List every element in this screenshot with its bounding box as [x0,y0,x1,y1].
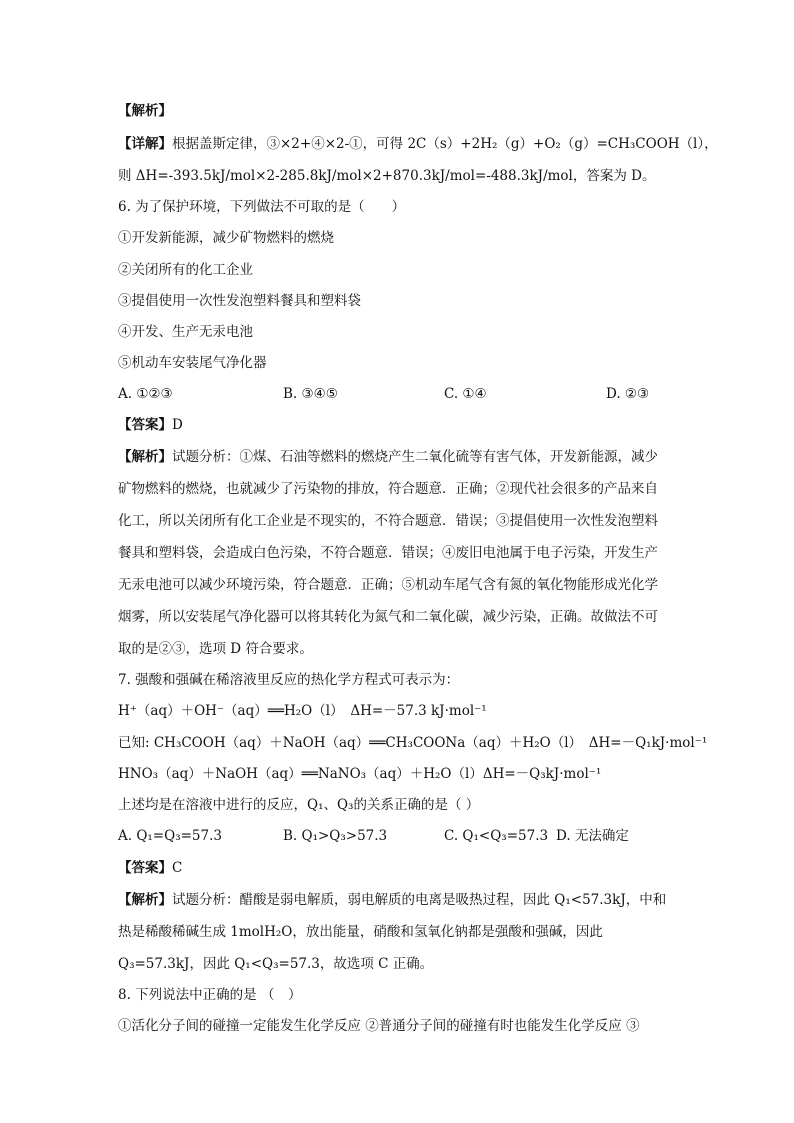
q6-analysis-label: 【解析】 [118,449,172,465]
section-header: 【解析】 [118,103,172,119]
q6-item-2: ②关闭所有的化工企业 [118,262,253,278]
q6-options [118,385,678,403]
detail-line-2: 则 ΔH=-393.5kJ/mol×2-285.8kJ/mol×2+870.3kJ/mol=-488.3kJ/mol，答案为 D。 [118,168,656,184]
q6-answer [118,416,183,434]
q6-analysis-line-2: 矿物燃料的燃烧，也就减少了污染物的排放，符合题意．正确；②现代社会很多的产品来自 [118,481,658,497]
q7-question: 上述均是在溶液中进行的反应，Q₁、Q₃的关系正确的是（ ） [118,797,480,813]
q7-answer [118,859,182,877]
detail-line-1 [118,135,718,153]
q6-option-a: A. ①②③ [118,386,173,402]
q6-stem: 6. 为了保护环境，下列做法不可取的是（ ） [118,199,406,215]
q6-option-d: D. ②③ [606,386,650,402]
q7-analysis-line-3: Q₃=57.3kJ，因此 Q₁<Q₃=57.3，故选项 C 正确。 [118,956,434,972]
q7-option-b: B. Q₁>Q₃>57.3 [283,828,388,844]
q6-item-1: ①开发新能源，减少矿物燃料的燃烧 [118,230,334,246]
q6-analysis-text-1: 试题分析：①煤、石油等燃料的燃烧产生二氧化硫等有害气体，开发新能源，减少 [172,449,658,465]
q6-analysis-line-3: 化工，所以关闭所有化工企业是不现实的，不符合题意．错误；③提倡使用一次性发泡塑料 [118,513,658,529]
q7-option-c: C. Q₁<Q₃=57.3 [444,828,549,844]
q7-answer-value: C [172,860,183,876]
q8-stem: 8. 下列说法中正确的是 （ ） [118,987,302,1003]
q7-option-d: D. 无法确定 [556,828,629,844]
q8-line-1: ①活化分子间的碰撞一定能发生化学反应 ②普通分子间的碰撞有时也能发生化学反应 ③ [118,1018,640,1034]
q6-analysis-line-1 [118,448,658,466]
q7-stem: 7. 强酸和强碱在稀溶液里反应的热化学方程式可表示为： [118,672,460,688]
q6-item-3: ③提倡使用一次性发泡塑料餐具和塑料袋 [118,293,361,309]
q7-analysis-line-2: 热是稀酸稀碱生成 1molH₂O，放出能量，硝酸和氢氧化钠都是强酸和强碱，因此 [118,924,603,940]
q7-equation-2: 已知: CH₃COOH（aq）＋NaOH（aq）══CH₃COONa（aq）＋H₂O（l） ΔH=－Q₁kJ·mol⁻¹ [118,735,708,751]
detail-label: 【详解】 [118,136,172,152]
q7-option-a: A. Q₁=Q₃=57.3 [118,828,222,844]
q7-analysis-text-1: 试题分析：醋酸是弱电解质，弱电解质的电离是吸热过程，因此 Q₁<57.3kJ，中和 [172,892,667,908]
q6-option-c: C. ①④ [444,386,487,402]
q6-item-4: ④开发、生产无汞电池 [118,324,253,340]
q7-analysis-line-1 [118,891,666,909]
detail-text-1: 根据盖斯定律，③×2+④×2-①，可得 2C（s）+2H₂（g）+O₂（g）=CH₃COOH（l）， [172,136,718,152]
q6-answer-label: 【答案】 [118,417,172,433]
q7-analysis-label: 【解析】 [118,892,172,908]
q6-answer-value: D [172,417,183,433]
q6-item-5: ⑤机动车安装尾气净化器 [118,355,267,371]
q6-analysis-line-5: 无汞电池可以减少环境污染，符合题意．正确；⑤机动车尾气含有氮的氧化物能形成光化学 [118,577,658,593]
q7-equation-3: HNO₃（aq）＋NaOH（aq）══NaNO₃（aq）＋H₂O（l）ΔH=－Q₃kJ·mol⁻¹ [118,766,602,782]
q7-equation-1: H⁺（aq）＋OH⁻（aq）══H₂O（l） ΔH=－57.3 kJ·mol⁻¹ [118,703,487,719]
q7-answer-label: 【答案】 [118,860,172,876]
q6-analysis-line-6: 烟雾，所以安装尾气净化器可以将其转化为氮气和二氧化碳，减少污染，正确。故做法不可 [118,609,658,625]
q7-options [118,827,678,845]
q6-analysis-line-7: 取的是②③，选项 D 符合要求。 [118,641,313,657]
q6-analysis-line-4: 餐具和塑料袋，会造成白色污染，不符合题意．错误；④废旧电池属于电子污染，开发生产 [118,545,658,561]
q6-option-b: B. ③④⑤ [283,386,338,402]
